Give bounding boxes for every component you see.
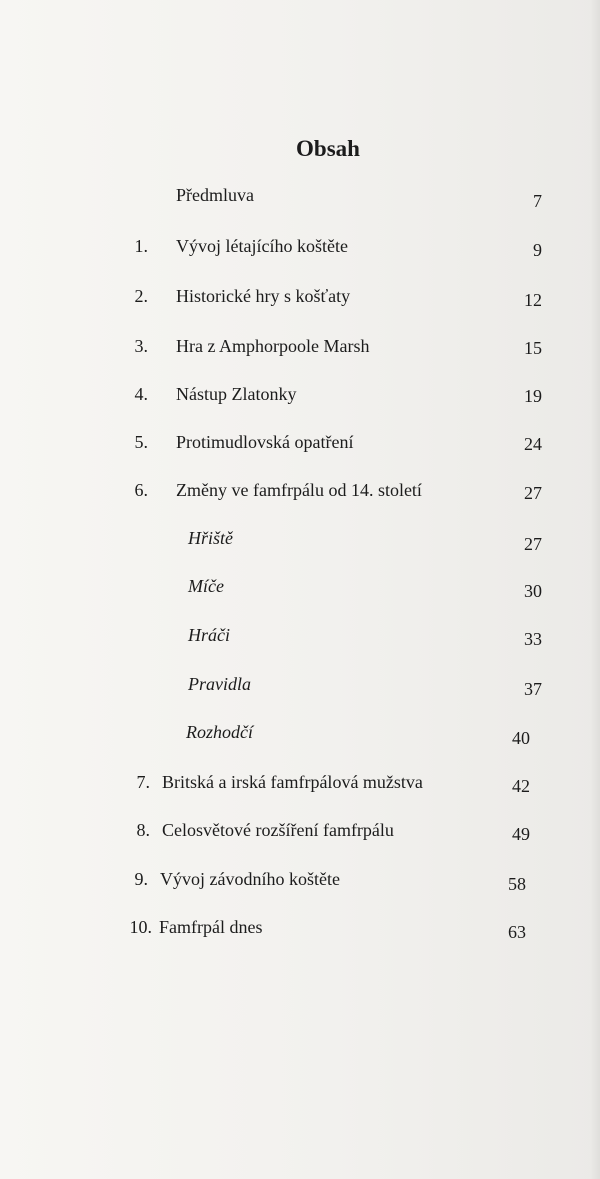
toc-entry-page: 15 — [524, 338, 542, 358]
toc-entry-label: Protimudlovská opatření — [176, 432, 354, 452]
toc-entry-number: 10. — [129, 917, 152, 937]
toc-entry-page: 49 — [512, 824, 530, 844]
toc-entry-number: 4. — [134, 384, 148, 404]
toc-entry-page: 63 — [508, 922, 526, 942]
toc-entry-label: Britská a irská famfrpálová mužstva — [162, 772, 423, 792]
toc-entry-label: Famfrpál dnes — [159, 917, 263, 937]
toc-entry-label: Změny ve famfrpálu od 14. století — [176, 480, 422, 500]
toc-entry-page: 24 — [524, 434, 542, 454]
toc-entry-number: 3. — [134, 336, 148, 356]
toc-subentry-page: 27 — [524, 534, 542, 554]
toc-subentry-page: 33 — [524, 629, 542, 649]
toc-entry-label: Vývoj létajícího koštěte — [176, 236, 348, 256]
toc-entry-page: 27 — [524, 483, 542, 503]
toc-entry-page: 58 — [508, 874, 526, 894]
page-edge-shadow — [590, 0, 600, 1179]
toc-subentry-page: 30 — [524, 581, 542, 601]
toc-entry-label: Hra z Amphorpoole Marsh — [176, 336, 370, 356]
toc-title: Obsah — [296, 136, 360, 161]
toc-entry-number: 7. — [136, 772, 150, 792]
toc-subentry-label: Hřiště — [188, 528, 233, 548]
toc-entry-label: Předmluva — [176, 185, 254, 205]
toc-subentry-label: Míče — [188, 576, 224, 596]
toc-entry-number: 2. — [134, 286, 148, 306]
toc-entry-label: Celosvětové rozšíření famfrpálu — [162, 820, 394, 840]
toc-entry-number: 9. — [134, 869, 148, 889]
toc-entry-label: Historické hry s košťaty — [176, 286, 351, 306]
toc-subentry-page: 40 — [512, 728, 530, 748]
toc-subentry-page: 37 — [524, 679, 542, 699]
toc-entry-page: 12 — [524, 290, 542, 310]
toc-entry-number: 8. — [136, 820, 150, 840]
toc-entry-page: 42 — [512, 776, 530, 796]
toc-entry-number: 5. — [134, 432, 148, 452]
toc-entry-number: 1. — [134, 236, 148, 256]
toc-entry-number: 6. — [134, 480, 148, 500]
toc-entry-page: 9 — [533, 240, 542, 260]
toc-subentry-label: Hráči — [188, 625, 230, 645]
toc-entry-page: 19 — [524, 386, 542, 406]
toc-entry-label: Nástup Zlatonky — [176, 384, 297, 404]
toc-entry-label: Vývoj závodního koštěte — [160, 869, 340, 889]
toc-entry-page: 7 — [533, 191, 542, 211]
toc-subentry-label: Pravidla — [188, 674, 251, 694]
toc-subentry-label: Rozhodčí — [186, 722, 253, 742]
